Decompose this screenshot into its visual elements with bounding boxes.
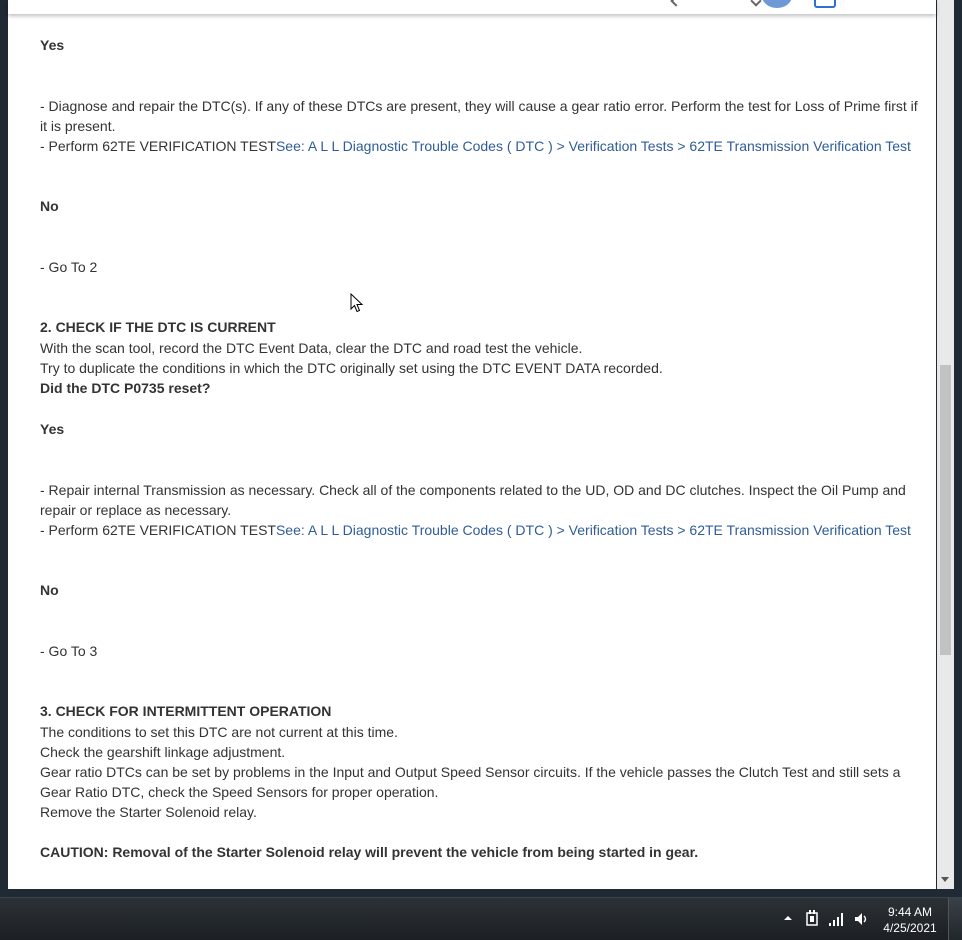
step-instruction: - Perform 62TE VERIFICATION TEST xyxy=(40,138,276,154)
caution-text: CAUTION: Removal of the Starter Solenoid relay will prevent the vehicle from being started in gear. xyxy=(40,844,699,860)
scrollbar-thumb[interactable] xyxy=(940,365,951,655)
answer-no: No xyxy=(40,582,59,598)
verification-line xyxy=(40,136,911,156)
answer-yes: Yes xyxy=(40,37,65,53)
step-text: Check the gearshift linkage adjustment. xyxy=(40,744,286,760)
step-text: Try to duplicate the conditions in which the DTC originally set using the DTC EVENT DATA recorded. xyxy=(40,360,663,376)
chevron-up-icon[interactable] xyxy=(783,914,793,922)
avatar[interactable] xyxy=(762,0,792,8)
verification-test-link[interactable]: See: A L L Diagnostic Trouble Codes ( DTC ) > Verification Tests > 62TE Transmission Verification Test xyxy=(275,138,911,154)
answer-no: No xyxy=(40,198,59,214)
answer-yes: Yes xyxy=(40,421,65,437)
goto-step: - Go To 3 xyxy=(40,643,98,659)
step-instruction: - Perform 62TE VERIFICATION TEST xyxy=(40,522,276,538)
step-question: Did the DTC P0735 reset? xyxy=(40,380,211,396)
vertical-scrollbar[interactable] xyxy=(937,0,954,889)
verification-test-link[interactable]: See: A L L Diagnostic Trouble Codes ( DTC ) > Verification Tests > 62TE Transmission Verification Test xyxy=(275,522,911,538)
signal-bars-icon[interactable] xyxy=(828,911,846,927)
clock-date: 4/25/2021 xyxy=(883,921,937,935)
add-folder-icon[interactable] xyxy=(814,0,836,8)
goto-step: - Go To 2 xyxy=(40,259,98,275)
step-text: Gear ratio DTCs can be set by problems in the Input and Output Speed Sensor circuits. If the vehicle passes the Clutch Test and still sets a Gear Ratio DTC, check the Speed Sensors for proper operation. xyxy=(40,764,901,800)
document-viewport[interactable] xyxy=(8,0,936,889)
step-instruction: - Repair internal Transmission as necessary. Check all of the components related to the UD, OD and DC clutches. Inspect the Oil Pump and repair or replace as necessary. xyxy=(40,482,906,518)
app-header xyxy=(8,0,936,14)
taskbar xyxy=(0,897,962,940)
mouse-cursor-icon xyxy=(350,293,364,313)
step-text: Remove the Starter Solenoid relay. xyxy=(40,804,257,820)
chevron-right-icon[interactable] xyxy=(750,0,761,7)
step-text: The conditions to set this DTC are not current at this time. xyxy=(40,724,398,740)
step-heading: 2. CHECK IF THE DTC IS CURRENT xyxy=(40,319,276,335)
step-instruction: - Diagnose and repair the DTC(s). If any of these DTCs are present, they will cause a gear ratio error. Perform the test for Loss of Prime first if it is present. xyxy=(40,98,918,134)
verification-line xyxy=(40,520,911,540)
speaker-icon[interactable] xyxy=(854,911,870,927)
step-text: With the scan tool, record the DTC Event Data, clear the DTC and road test the vehicle. xyxy=(40,340,583,356)
power-plug-icon[interactable] xyxy=(804,910,820,928)
step-heading: 3. CHECK FOR INTERMITTENT OPERATION xyxy=(40,703,332,719)
scroll-down-arrow-icon[interactable] xyxy=(941,877,949,882)
show-desktop-button[interactable] xyxy=(948,898,962,940)
system-clock[interactable] xyxy=(878,904,942,936)
chevron-left-icon[interactable] xyxy=(670,0,681,7)
clock-time: 9:44 AM xyxy=(887,905,933,919)
